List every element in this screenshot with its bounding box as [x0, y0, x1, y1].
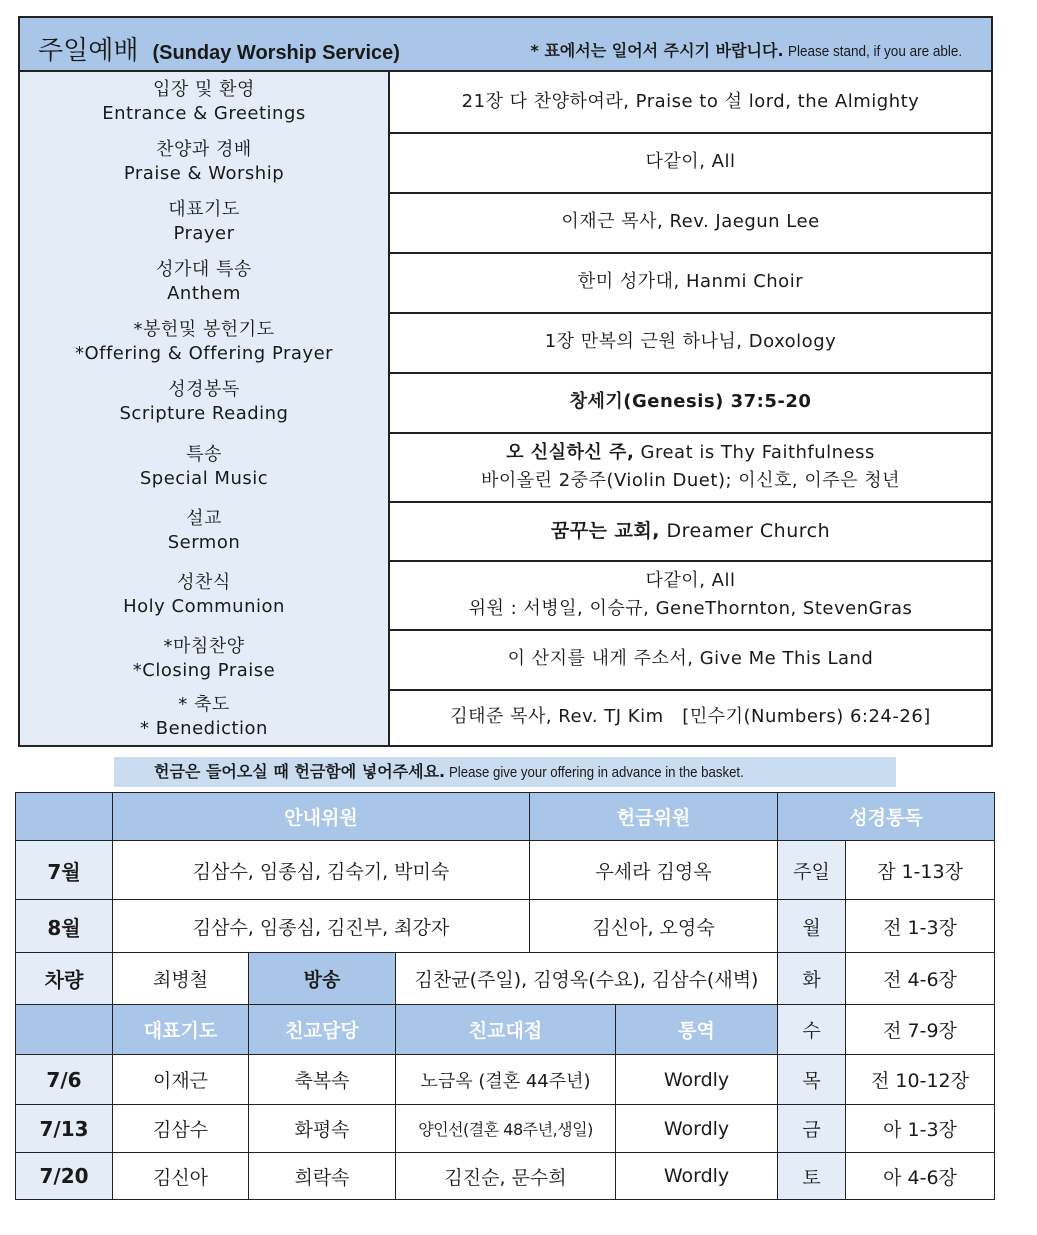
service-item-value [390, 372, 991, 432]
week-translation: Wordly [615, 1054, 778, 1105]
service-item-value [390, 689, 991, 745]
reading-passage: 아 4-6장 [845, 1152, 995, 1200]
service-item-value [390, 252, 991, 312]
week-date: 7/6 [15, 1054, 113, 1105]
august-offering: 김신아, 오영숙 [529, 899, 778, 953]
order-of-service-table [18, 16, 993, 747]
service-item-value [390, 312, 991, 372]
service-item-value [390, 501, 991, 560]
item-value: 한미 성가대, Hanmi Choir [577, 271, 804, 292]
item-value-bold: 오 신실하신 주, [506, 441, 635, 463]
header-offering: 헌금위원 [529, 792, 778, 841]
reading-passage: 전 1-3장 [845, 899, 995, 953]
service-item-value [390, 560, 991, 629]
service-row-anthem [20, 252, 991, 314]
subheader-fellowship: 친교담당 [248, 1004, 396, 1055]
service-row-entrance [20, 72, 991, 134]
service-row-sermon [20, 501, 991, 562]
item-ko: 성찬식 [177, 571, 231, 593]
row-label-august: 8월 [15, 899, 113, 953]
service-row-offering [20, 312, 991, 374]
item-ko: 입장 및 환영 [153, 79, 255, 100]
broadcast-names: 김찬균(주일), 김영옥(수요), 김삼수(새벽) [395, 952, 778, 1005]
service-item-label [20, 501, 390, 560]
week-fellowship: 희락속 [248, 1152, 396, 1200]
service-title [38, 30, 400, 67]
service-item-label [20, 560, 390, 629]
item-value: 창세기(Genesis) 37:5-20 [569, 391, 812, 412]
week-fellowship: 화평속 [248, 1104, 396, 1153]
item-en: Scripture Reading [119, 403, 289, 424]
service-row-prayer [20, 192, 991, 254]
reading-passage: 전 10-12장 [845, 1054, 995, 1105]
july-ushers: 김삼수, 임종심, 김숙기, 박미숙 [112, 840, 530, 900]
item-value: Dreamer Church [666, 519, 831, 542]
service-item-label [20, 432, 390, 501]
week-translation: Wordly [615, 1104, 778, 1153]
reading-day: 토 [777, 1152, 846, 1200]
item-en: Praise & Worship [123, 163, 285, 184]
item-ko: 특송 [186, 443, 222, 465]
week-date: 7/20 [15, 1152, 113, 1200]
broadcast-label: 방송 [248, 952, 396, 1005]
service-row-benediction [20, 689, 991, 745]
offering-note [114, 757, 896, 787]
service-item-label [20, 252, 390, 312]
service-row-special-music [20, 432, 991, 503]
service-item-label [20, 312, 390, 372]
week-prayer: 이재근 [112, 1054, 249, 1105]
service-item-value [390, 432, 991, 501]
reading-passage: 전 4-6장 [845, 952, 995, 1005]
service-item-label [20, 72, 390, 132]
reading-day: 주일 [777, 840, 846, 900]
reading-day: 월 [777, 899, 846, 953]
item-value: 이재근 목사, Rev. Jaegun Lee [561, 211, 820, 232]
reading-passage: 잠 1-13장 [845, 840, 995, 900]
item-value: 1장 만복의 근원 하나님, Doxology [544, 331, 837, 352]
service-header [20, 18, 991, 72]
item-value: 김태준 목사, Rev. TJ Kim [민수기(Numbers) 6:24-26] [450, 706, 931, 727]
item-value-bold: 꿈꾸는 교회, [550, 519, 660, 542]
subheader-hospitality: 친교대접 [395, 1004, 616, 1055]
service-item-value [390, 629, 991, 689]
week-hospitality: 노금옥 (결혼 44주년) [395, 1054, 616, 1105]
row-label-vehicle: 차량 [15, 952, 113, 1005]
vehicle-name: 최병철 [112, 952, 249, 1005]
service-row-praise [20, 132, 991, 194]
subheader-corner [15, 1004, 113, 1055]
week-hospitality: 김진순, 문수희 [395, 1152, 616, 1200]
july-offering: 우세라 김영옥 [529, 840, 778, 900]
item-value: 21장 다 찬양하여라, Praise to 설 lord, the Almighty [461, 91, 920, 112]
service-title-ko: 주일예배 [38, 36, 139, 66]
service-item-label [20, 629, 390, 689]
header-corner [15, 792, 113, 841]
item-en: Entrance & Greetings [102, 103, 306, 124]
reading-passage: 아 1-3장 [845, 1104, 995, 1153]
offering-note-ko: 헌금은 들어오실 때 헌금함에 넣어주세요. [154, 762, 446, 781]
subheader-translation: 통역 [615, 1004, 778, 1055]
item-en: Holy Communion [123, 595, 285, 617]
item-ko: 찬양과 경배 [156, 139, 252, 160]
item-ko: * 축도 [178, 694, 230, 715]
service-item-label [20, 132, 390, 192]
stand-note [530, 38, 981, 61]
service-title-en: (Sunday Worship Service) [152, 42, 400, 64]
reading-day: 목 [777, 1054, 846, 1105]
item-value: 이 산지를 내게 주소서, Give Me This Land [507, 648, 874, 669]
row-label-july: 7월 [15, 840, 113, 900]
item-en: Anthem [167, 283, 241, 304]
offering-note-en: Please give your offering in advance in the basket. [449, 764, 744, 781]
service-row-closing [20, 629, 991, 691]
item-ko: *봉헌및 봉헌기도 [133, 319, 275, 340]
service-row-scripture [20, 372, 991, 434]
service-item-label [20, 192, 390, 252]
item-en: *Offering & Offering Prayer [74, 343, 334, 364]
item-en: Special Music [139, 467, 269, 489]
item-value: 다같이, All [645, 569, 736, 591]
item-ko: 성가대 특송 [156, 259, 252, 280]
service-item-value [390, 192, 991, 252]
item-ko: 성경봉독 [168, 379, 240, 400]
week-prayer: 김신아 [112, 1152, 249, 1200]
week-prayer: 김삼수 [112, 1104, 249, 1153]
week-translation: Wordly [615, 1152, 778, 1200]
item-en: * Benediction [140, 718, 268, 739]
week-date: 7/13 [15, 1104, 113, 1153]
item-ko: 대표기도 [168, 199, 240, 220]
service-item-label [20, 689, 390, 745]
item-ko: 설교 [186, 507, 222, 529]
august-ushers: 김삼수, 임종심, 김진부, 최강자 [112, 899, 530, 953]
header-ushers: 안내위원 [112, 792, 530, 841]
stand-note-en: Please stand, if you are able. [787, 43, 962, 60]
reading-day: 화 [777, 952, 846, 1005]
item-value-line2: 위원 : 서병일, 이승규, GeneThornton, StevenGras [468, 597, 913, 619]
item-en: Sermon [167, 531, 241, 553]
header-bible-reading: 성경통독 [777, 792, 995, 841]
subheader-prayer: 대표기도 [112, 1004, 249, 1055]
item-value: 다같이, All [645, 151, 736, 172]
service-row-communion [20, 560, 991, 631]
reading-day: 수 [777, 1004, 846, 1055]
item-value: Great is Thy Faithfulness [640, 441, 875, 463]
service-item-label [20, 372, 390, 432]
item-en: Prayer [173, 223, 235, 244]
week-fellowship: 축복속 [248, 1054, 396, 1105]
week-hospitality: 양인선(결혼 48주년,생일) [395, 1104, 616, 1153]
service-item-value [390, 72, 991, 132]
reading-day: 금 [777, 1104, 846, 1153]
item-en: *Closing Praise [132, 660, 276, 681]
reading-passage: 전 7-9장 [845, 1004, 995, 1055]
item-value-line2: 바이올린 2중주(Violin Duet); 이신호, 이주은 청년 [480, 469, 901, 491]
service-item-value [390, 132, 991, 192]
item-ko: *마침찬양 [163, 636, 245, 657]
stand-note-ko: * 표에서는 일어서 주시기 바랍니다. [530, 41, 784, 60]
